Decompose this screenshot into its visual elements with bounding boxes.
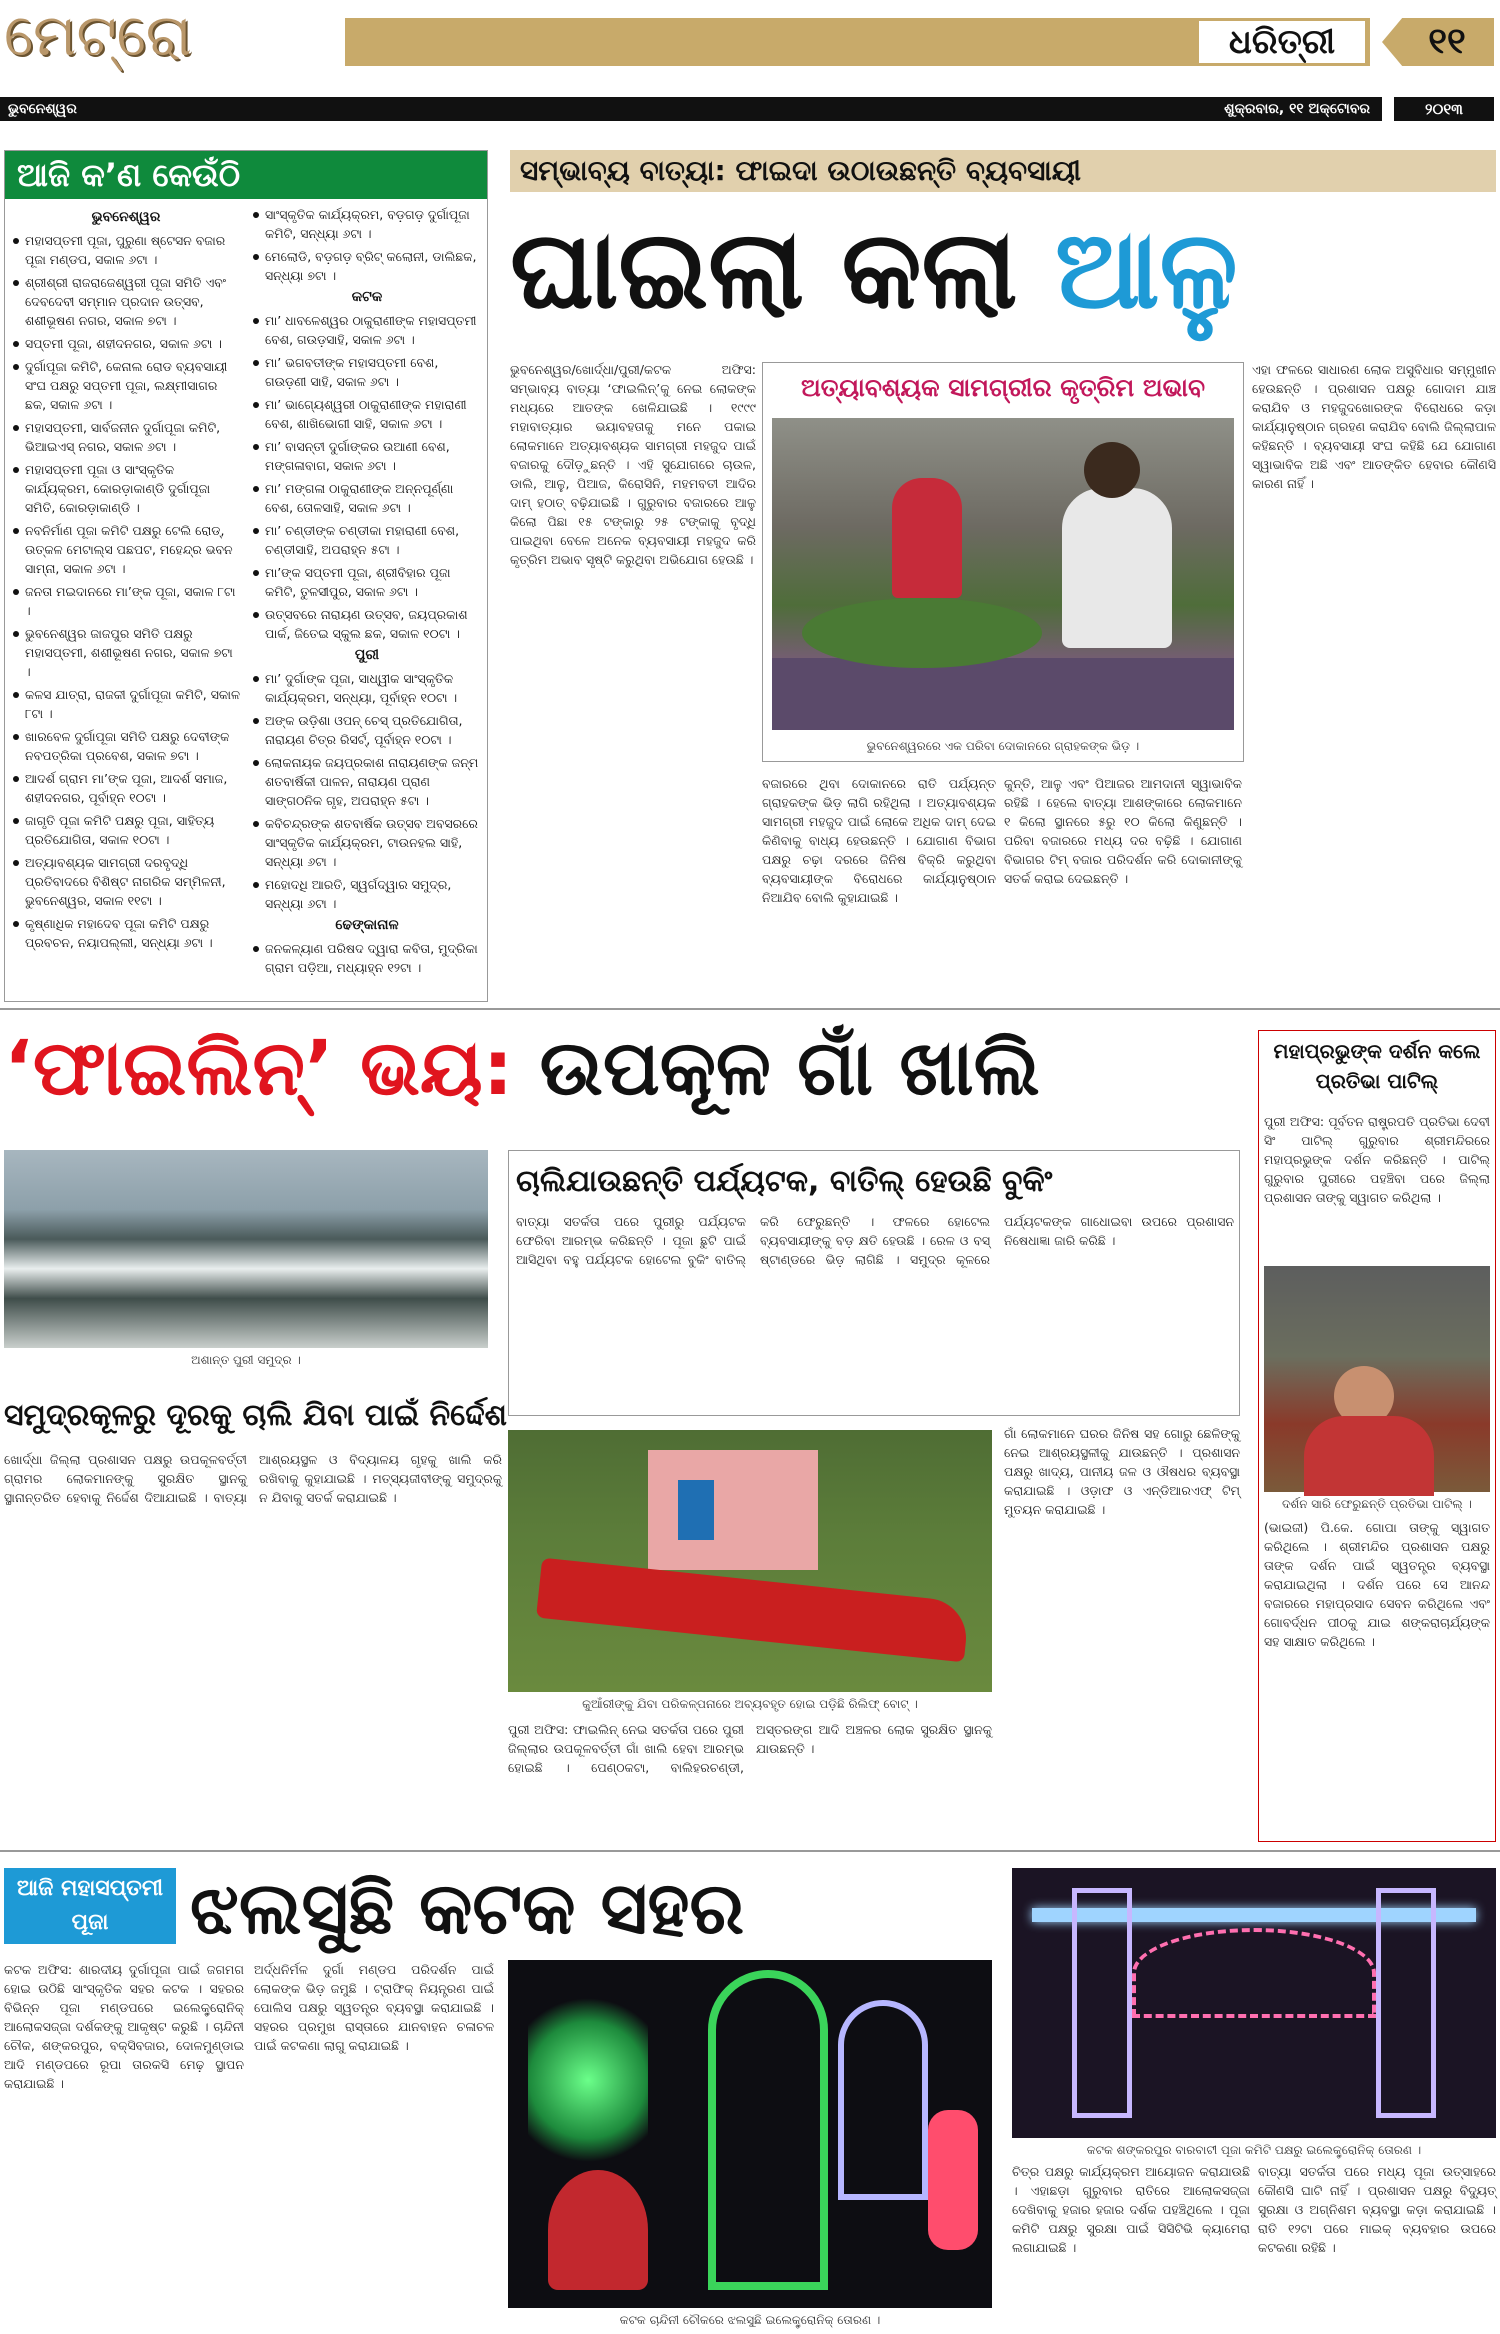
event-item: ଅଙ୍କ ଉଡ଼ିଶା ଓପନ୍ ଚେସ୍ ପ୍ରତିଯୋଗିତା, ନାରାୟଣ ଚିତ୍ର ରିସର୍ଟ୍, ପୂର୍ବାହ୍ନ ୧୦ଟା । — [251, 711, 483, 749]
story1-photo-caption: ଭୁବନେଶ୍ୱରରେ ଏକ ପରିବା ଦୋକାନରେ ଗ୍ରାହକଙ୍କ ଭିଡ଼ । — [866, 739, 1140, 753]
event-item: ଉତ୍ସବରେ ନାରାୟଣ ଉତ୍ସବ, ଜୟପ୍ରକାଶ ପାର୍କ, ଜିତେଇ ସ୍କୁଲ ଛକ, ସକାଳ ୧୦ଟା । — [251, 605, 483, 643]
dateline-city: ଭୁବନେଶ୍ୱର — [8, 101, 77, 117]
event-item: ମା’ ଧାବଳେଶ୍ୱର ଠାକୁରାଣୀଙ୍କ ମହାସପ୍ତମୀ ବେଶ, ଗଉଡ଼ସାହି, ସକାଳ ୬ଟା । — [251, 311, 483, 349]
event-item: ଲୋକନାୟକ ଜୟପ୍ରକାଶ ନାରାୟଣଙ୍କ ଜନ୍ମ ଶତବାର୍ଷିକୀ ପାଳନ, ନାରାୟଣ ପ୍ରାଣ ସାଙ୍ଗଠନିକ ଗୃହ, ଅପରାହ୍ନ ୫ଟା । — [251, 753, 483, 810]
event-item: ସପ୍ତମୀ ପୂଜା, ଶହୀଦନଗର, ସକାଳ ୬ଟା । — [11, 334, 241, 353]
event-item: କଳସ ଯାତ୍ରା, ରାଜକୀ ଦୁର୍ଗାପୂଜା କମିଟି, ସକାଳ ୮ଟା । — [11, 685, 241, 723]
event-item: କୃଷ୍ଣାଧିକ ମହାଦେବ ପୂଜା କମିଟି ପକ୍ଷରୁ ପ୍ରବଚନ, ନୟାପଲ୍ଲୀ, ସନ୍ଧ୍ୟା ୬ଟା । — [11, 914, 241, 952]
chandini-chowk-caption: କଟକ ଚାନ୍ଦିନୀ ଚୌକରେ ଝଲସୁଛି ଇଲେକ୍ଟ୍ରୋନିକ୍ ତୋରଣ । — [619, 2313, 881, 2327]
sea-photo-caption: ଅଶାନ୍ତ ପୁରୀ ସମୁଦ୍ର । — [191, 1353, 301, 1367]
events-list-bhubaneswar — [11, 231, 241, 952]
story3-body-col4: ବାତ୍ୟା ସତର୍କତା ପରେ ମଧ୍ୟ ପୂଜା ଉତ୍ସାହରେ କୌଣସି ଘାଟି ନାହିଁ । ପ୍ରଶାସନ ପକ୍ଷରୁ ବିଦ୍ୟୁତ୍ ସୁରକ୍ଷା ଓ ଅଗ୍ନିଶମ ବ୍ୟବସ୍ଥା କଡ଼ା କରାଯାଇଛି । ରାତି ୧୨ଟା ପରେ ମାଇକ୍ ବ୍ୟବହାର ଉପରେ କଟକଣା ରହିଛି । — [1258, 2164, 1496, 2255]
event-item: ମା’ ଚଣ୍ଡୀଙ୍କ ଚଣ୍ଡୀକା ମହାରାଣୀ ବେଶ, ଚଣ୍ଡୀସାହି, ଅପରାହ୍ନ ୫ଟା । — [251, 521, 483, 559]
story1-headline — [510, 196, 1496, 346]
event-item: ନବନିର୍ମାଣ ପୂଜା କମିଟି ପକ୍ଷରୁ ଟେଲି ରୋଡ୍, ଉତ୍କଳ ମେଟାଲ୍ସ ପଛପଟ, ମହେନ୍ଦ୍ର ଭବନ ସାମ୍ନା, ସକାଳ ୬ଟା । — [11, 521, 241, 578]
events-list-misc — [251, 205, 483, 285]
sea-photo — [4, 1150, 488, 1348]
howrah-gate-photo — [1012, 1868, 1496, 2138]
event-item: ସାଂସ୍କୃତିକ କାର୍ଯ୍ୟକ୍ରମ, ବଡ଼ଗଡ଼ ଦୁର୍ଗାପୂଜା କମିଟି, ସନ୍ଧ୍ୟା ୬ଟା । — [251, 205, 483, 243]
sidebar-photo-caption: ଦର୍ଶନ ସାରି ଫେରୁଛନ୍ତି ପ୍ରତିଭା ପାଟିଲ୍ । — [1282, 1497, 1472, 1511]
story3-body-col1: କଟକ ଅଫିସ: ଶାରଦୀୟ ଦୁର୍ଗାପୂଜା ପାଇଁ ଜଗମଗ ହୋଇ ଉଠିଛି ସାଂସ୍କୃତିକ ସହର କଟକ । ସହରର ବିଭିନ୍ନ ପୂଜା ମଣ୍ଡପରେ ଇଲେକ୍ଟ୍ରୋନିକ୍ ଆଲୋକସଜ୍ଜା ଦର୍ଶକଙ୍କୁ ଆକୃଷ୍ଟ କରୁଛି । ଚାନ୍ଦିନୀ ଚୌକ, ଶଙ୍କରପୁର, ବକ୍ସିବଜାର, ଦୋଳମୁଣ୍ଡାଇ ଆଦି ମଣ୍ଡପରେ ରୂପା ତାରକସି ମେଢ଼ ସ୍ଥାପନ କରାଯାଇଛି । — [4, 1962, 244, 2091]
story1-market-photo — [772, 418, 1234, 730]
event-item: ଜାଗୃତି ପୂଜା କମିଟି ପକ୍ଷରୁ ପୂଜା, ସାହିତ୍ୟ ପ୍ରତିଯୋଗିତା, ସକାଳ ୧୦ଟା । — [11, 811, 241, 849]
events-city-cuttack: କଟକ — [351, 289, 383, 305]
story1-box-title: ଅତ୍ୟାବଶ୍ୟକ ସାମଗ୍ରୀର କୃତ୍ରିମ ଅଭାବ — [800, 373, 1206, 402]
section-label: ଧରିତ୍ରୀ — [1228, 22, 1336, 62]
event-item: ମା’ଙ୍କ ସପ୍ତମୀ ପୂଜା, ଶ୍ରୀବିହାର ପୂଜା କମିଟି, ତୁଳସୀପୁର, ସକାଳ ୬ଟା । — [251, 563, 483, 601]
story3-body-col2: ଅର୍ଦ୍ଧନିର୍ମଳ ଦୁର୍ଗା ମଣ୍ଡପ ପରିଦର୍ଶନ ପାଇଁ ଲୋକଙ୍କ ଭିଡ଼ ଜମୁଛି । ଟ୍ରାଫିକ୍ ନିୟନ୍ତ୍ରଣ ପାଇଁ ପୋଲିସ ପକ୍ଷରୁ ସ୍ୱତନ୍ତ୍ର ବ୍ୟବସ୍ଥା କରାଯାଇଛି । ସହରର ପ୍ରମୁଖ ରାସ୍ତାରେ ଯାନବାହନ ଚଳାଚଳ ପାଇଁ କଟକଣା ଲାଗୁ କରାଯାଇଛି । — [254, 1962, 494, 2053]
sub1-headline: ଚାଲିଯାଉଛନ୍ତି ପର୍ଯ୍ୟଟକ, ବାତିଲ୍ ହେଉଛି ବୁକିଂ — [516, 1164, 1053, 1199]
sidebar-body1: ପୁରୀ ଅଫିସ: ପୂର୍ବତନ ରାଷ୍ଟ୍ରପତି ପ୍ରତିଭା ଦେବୀ ସିଂ ପାଟିଲ୍ ଗୁରୁବାର ଶ୍ରୀମନ୍ଦିରରେ ମହାପ୍ରଭୁଙ୍କ ଦର୍ଶନ କରିଛନ୍ତି । ପାଟିଲ୍ ଗୁରୁବାର ପୁରୀରେ ପହଞ୍ଚିବା ପରେ ଜିଲ୍ଲା ପ୍ରଶାସନ ତାଙ୍କୁ ସ୍ୱାଗତ କରିଥିଲା । — [1264, 1114, 1490, 1205]
events-city-bhubaneswar: ଭୁବନେଶ୍ୱର — [91, 209, 161, 225]
sub2-headline: ସମୁଦ୍ରକୂଳରୁ ଦୂରକୁ ଚାଲି ଯିବା ପାଇଁ ନିର୍ଦ୍ଦେଶ — [4, 1398, 508, 1433]
sub2-body: ଖୋର୍ଦ୍ଧା ଜିଲ୍ଲା ପ୍ରଶାସନ ପକ୍ଷରୁ ଉପକୂଳବର୍ତ୍ତୀ ଗ୍ରାମର ଲୋକମାନଙ୍କୁ ସୁରକ୍ଷିତ ସ୍ଥାନକୁ ସ୍ଥାନାନ୍ତରିତ ହେବାକୁ ନିର୍ଦ୍ଦେଶ ଦିଆଯାଇଛି । ବାତ୍ୟା ଆଶ୍ରୟସ୍ଥଳ ଓ ବିଦ୍ୟାଳୟ ଗୃହକୁ ଖାଲି କରି ରଖିବାକୁ କୁହାଯାଇଛି । ମତ୍ସ୍ୟଜୀବୀଙ୍କୁ ସମୁଦ୍ରକୁ ନ ଯିବାକୁ ସତର୍କ କରାଯାଇଛି । — [4, 1452, 502, 1505]
sidebar-title: ମହାପ୍ରଭୁଙ୍କ ଦର୍ଶନ କଲେ ପ୍ରତିଭା ପାଟିଲ୍ — [1273, 1039, 1481, 1093]
event-item: ଭୁବନେଶ୍ୱର ଜାଜପୁର ସମିତି ପକ୍ଷରୁ ମହାସପ୍ତମୀ, ଶଶୀଭୂଷଣ ନଗର, ସକାଳ ୭ଟା । — [11, 624, 241, 681]
sub1-body: ବାତ୍ୟା ସତର୍କତା ପରେ ପୁରୀରୁ ପର୍ଯ୍ୟଟକ ଫେରିବା ଆରମ୍ଭ କରିଛନ୍ତି । ପୂଜା ଛୁଟି ପାଇଁ ଆସିଥିବା ବହୁ ପର୍ଯ୍ୟଟକ ହୋଟେଲ ବୁକିଂ ବାତିଲ୍ କରି ଫେରୁଛନ୍ତି । ଫଳରେ ହୋଟେଲ ବ୍ୟବସାୟୀଙ୍କୁ ବଡ଼ କ୍ଷତି ହେଉଛି । ରେଳ ଓ ବସ୍ ଷ୍ଟାଣ୍ଡରେ ଭିଡ଼ ଲାଗିଛି । ସମୁଦ୍ର କୂଳରେ ପର୍ଯ୍ୟଟକଙ୍କ ଗାଧୋଇବା ଉପରେ ପ୍ରଶାସନ ନିଷେଧାଜ୍ଞା ଜାରି କରିଛି । — [516, 1214, 1234, 1267]
story1-body-col3: କୁନ୍ତି, ଆଳୁ ଏବଂ ପିଆଜର ଆମଦାନୀ ସ୍ୱାଭାବିକ ରହିଛି । ହେଲେ ବାତ୍ୟା ଆଶଙ୍କାରେ ଲୋକମାନେ ୧ କିଲୋ ସ୍ଥାନରେ ୫ରୁ ୧୦ କିଲୋ କିଣୁଛନ୍ତି । ପରିବା ବଜାରରେ ମଧ୍ୟ ଦର ବଢ଼ିଛି । ଯୋଗାଣ ବିଭାଗର ଟିମ୍ ବଜାର ପରିଦର୍ଶନ କରି ଦୋକାନୀଙ୍କୁ ସତର୍କ କରାଇ ଦେଇଛନ୍ତି । — [1004, 776, 1242, 886]
story3-headline: ଝଲସୁଛି କଟକ ସହର — [190, 1866, 745, 1950]
event-item: ଶ୍ରୀଶ୍ରୀ ରାଜରାଜେଶ୍ୱରୀ ପୂଜା ସମିତି ଏବଂ ଦେବଦେବୀ ସମ୍ମାନ ପ୍ରଦାନ ଉତ୍ସବ, ଶଶୀଭୂଷଣ ନଗର, ସକାଳ ୭ଟା । — [11, 273, 241, 330]
story1-body-col4: ଏହା ଫଳରେ ସାଧାରଣ ଲୋକ ଅସୁବିଧାର ସମ୍ମୁଖୀନ ହେଉଛନ୍ତି । ପ୍ରଶାସନ ପକ୍ଷରୁ ଗୋଦାମ ଯାଞ୍ଚ କରାଯିବ ଓ ମହଜୁଦଖୋରଙ୍କ ବିରୋଧରେ କଡ଼ା କାର୍ଯ୍ୟାନୁଷ୍ଠାନ ଗ୍ରହଣ କରାଯିବ ବୋଲି ଜିଲ୍ଲାପାଳ କହିଛନ୍ତି । ବ୍ୟବସାୟୀ ସଂଘ କହିଛି ଯେ ଯୋଗାଣ ସ୍ୱାଭାବିକ ଅଛି ଏବଂ ଆତଙ୍କିତ ହେବାର କୌଣସି କାରଣ ନାହିଁ । — [1252, 362, 1496, 491]
story2-body-col1: ପୁରୀ ଅଫିସ: ଫାଇଲିନ୍ ନେଇ ସତର୍କତା ପରେ ପୁରୀ ଜିଲ୍ଲାର ଉପକୂଳବର୍ତ୍ତୀ ଗାଁ ଖାଲି ହେବା ଆରମ୍ଭ ହୋଇଛି । ପେଣ୍ଠକଟା, ବାଲିହରଚଣ୍ଡୀ, ଅସ୍ତରଙ୍ଗ ଆଦି ଅଞ୍ଚଳର ଲୋକ ସୁରକ୍ଷିତ ସ୍ଥାନକୁ ଯାଉଛନ୍ତି । — [508, 1722, 992, 1775]
event-item: ଜନତା ମଇଦାନରେ ମା’ଙ୍କ ପୂଜା, ସକାଳ ୮ଟା । — [11, 582, 241, 620]
event-item: ଦୁର୍ଗାପୂଜା କମିଟି, କେନାଲ ରୋଡ ବ୍ୟବସାୟୀ ସଂଘ ପକ୍ଷରୁ ସପ୍ତମୀ ପୂଜା, ଲକ୍ଷ୍ମୀସାଗର ଛକ, ସକାଳ ୬ଟା । — [11, 357, 241, 414]
events-panel — [4, 150, 488, 1002]
events-city-puri: ପୁରୀ — [354, 647, 380, 663]
event-item: ମା’ ମଙ୍ଗଳା ଠାକୁରାଣୀଙ୍କ ଅନ୍ନପୂର୍ଣ୍ଣା ବେଶ, ତୋଳସାହି, ସକାଳ ୬ଟା । — [251, 479, 483, 517]
event-item: ମା’ ଭାଗ୍ୟେଶ୍ୱରୀ ଠାକୁରାଣୀଙ୍କ ମହାରାଣୀ ବେଶ, ଶାଖିଭୋଗୀ ସାହି, ସକାଳ ୬ଟା । — [251, 395, 483, 433]
events-list-dhenkanal — [251, 939, 483, 977]
event-item: ମହୋଦଧି ଆରତି, ସ୍ୱର୍ଗଦ୍ୱାର ସମୁଦ୍ର, ସନ୍ଧ୍ୟା ୬ଟା । — [251, 875, 483, 913]
story3-body-col3: ଚିତ୍ର ପକ୍ଷରୁ କାର୍ଯ୍ୟକ୍ରମ ଆୟୋଜନ କରାଯାଉଛି । ଏହାଛଡ଼ା ଗୁରୁବାର ରାତିରେ ଆଲୋକସଜ୍ଜା ଦେଖିବାକୁ ହଜାର ହଜାର ଦର୍ଶକ ପହଞ୍ଚିଥିଲେ । ପୂଜା କମିଟି ପକ୍ଷରୁ ସୁରକ୍ଷା ପାଇଁ ସିସିଟିଭି କ୍ୟାମେରା ଲଗାଯାଇଛି । — [1012, 2164, 1250, 2255]
event-item: ଅତ୍ୟାବଶ୍ୟକ ସାମଗ୍ରୀ ଦରବୃଦ୍ଧି ପ୍ରତିବାଦରେ ବିଶିଷ୍ଟ ନାଗରିକ ସମ୍ମିଳନୀ, ଭୁବନେଶ୍ୱର, ସକାଳ ୧୧ଟା । — [11, 853, 241, 910]
relief-boat-photo — [508, 1430, 992, 1692]
event-item: ଖାରବେଳ ଦୁର୍ଗାପୂଜା ସମିତି ପକ୍ଷରୁ ଦେବୀଙ୍କ ନବପତ୍ରିକା ପ୍ରବେଶ, ସକାଳ ୭ଟା । — [11, 727, 241, 765]
event-item: ମେଲୋଡି, ବଡ଼ଗଡ଼ ବ୍ରିଟ୍ କଲୋନୀ, ଡାଲିଛକ, ସନ୍ଧ୍ୟା ୭ଟା । — [251, 247, 483, 285]
divider-1 — [0, 1008, 1500, 1010]
relief-boat-caption: କୁଆଁରୀଙ୍କୁ ଯିବା ପରିକଳ୍ପନାରେ ଅବ୍ୟବହୃତ ହୋଇ ପଡ଼ିଛି ରିଲିଫ୍ ବୋଟ୍ । — [582, 1697, 918, 1711]
story1-body-col1: ଭୁବନେଶ୍ୱର/ଖୋର୍ଦ୍ଧା/ପୁରୀ/କଟକ ଅଫିସ: ସମ୍ଭାବ୍ୟ ବାତ୍ୟା ‘ଫାଇଲିନ୍’କୁ ନେଇ ଲୋକଙ୍କ ମଧ୍ୟରେ ଆତଙ୍କ ଖେଳିଯାଇଛି । ୧୯୯୯ ମହାବାତ୍ୟାର ଭୟାବହତାକୁ ମନେ ପକାଇ ଲୋକମାନେ ଅତ୍ୟାବଶ୍ୟକ ସାମଗ୍ରୀ ମହଜୁଦ ପାଇଁ ବଜାରକୁ ଦୌଡ଼ୁଛନ୍ତି । ଏହି ସୁଯୋଗରେ ଚାଉଳ, ଡାଲି, ଆଳୁ, ପିଆଜ, କିରୋସିନି, ମହମବତୀ ଆଦିର ଦାମ୍ ହଠାତ୍ ବଢ଼ିଯାଇଛି । ଗୁରୁବାର ବଜାରରେ ଆଳୁ କିଲୋ ପିଛା ୧୫ ଟଙ୍କାରୁ ୨୫ ଟଙ୍କାକୁ ବୃଦ୍ଧି ପାଇଥିବା ବେଳେ ଅନେକ ବ୍ୟବସାୟୀ ମହଜୁଦ କରି କୃତ୍ରିମ ଅଭାବ ସୃଷ୍ଟି କରୁଥିବା ଅଭିଯୋଗ ହେଉଛି । — [510, 362, 756, 567]
story3-tag-line1: ଆଜି ମହାସପ୍ତମୀ — [16, 1876, 164, 1901]
event-item: ଆଦର୍ଶ ଗ୍ରାମ ମା’ଙ୍କ ପୂଜା, ଆଦର୍ଶ ସମାଜ, ଶହୀଦନଗର, ପୂର୍ବାହ୍ନ ୧୦ଟା । — [11, 769, 241, 807]
event-item: ଜନକଳ୍ୟାଣ ପରିଷଦ ଦ୍ୱାରା କବିତା, ମୁଦ୍ରିକା ଗ୍ରାମ ପଡ଼ିଆ, ମଧ୍ୟାହ୍ନ ୧୨ଟା । — [251, 939, 483, 977]
events-list-puri — [251, 669, 483, 913]
event-item: ମହାସପ୍ତମୀ, ସାର୍ବଜନୀନ ଦୁର୍ଗାପୂଜା କମିଟି, ଭିଆଇଏସ୍ ନଗର, ସକାଳ ୬ଟା । — [11, 418, 241, 456]
sidebar-body2: (ଭାଇଜୀ) ପି.କେ. ଗୋପା ତାଙ୍କୁ ସ୍ୱାଗତ କରିଥିଲେ । ଶ୍ରୀମନ୍ଦିର ପ୍ରଶାସନ ପକ୍ଷରୁ ତାଙ୍କ ଦର୍ଶନ ପାଇଁ ସ୍ୱତନ୍ତ୍ର ବ୍ୟବସ୍ଥା କରାଯାଇଥିଲା । ଦର୍ଶନ ପରେ ସେ ଆନନ୍ଦ ବଜାରରେ ମହାପ୍ରସାଦ ସେବନ କରିଥିଲେ ଏବଂ ଗୋବର୍ଦ୍ଧନ ପୀଠକୁ ଯାଇ ଶଙ୍କରାଚାର୍ଯ୍ୟଙ୍କ ସହ ସାକ୍ଷାତ କରିଥିଲେ । — [1264, 1520, 1490, 1649]
events-title: ଆଜି କ’ଣ କେଉଁଠି — [5, 151, 487, 199]
dateline-year: ୨୦୧୩ — [1425, 100, 1463, 118]
event-item: ମା’ ବାସନ୍ତୀ ଦୁର୍ଗାଙ୍କର ଉଆଣୀ ବେଶ, ମଙ୍ଗଳାବାଗ, ସକାଳ ୬ଟା । — [251, 437, 483, 475]
page-number: ୧୧ — [1428, 21, 1466, 62]
howrah-gate-caption: କଟକ ଶଙ୍କରପୁର ବାରବାଟୀ ପୂଜା କମିଟି ପକ୍ଷରୁ ଇଲେକ୍ଟ୍ରୋନିକ୍ ତୋରଣ । — [1086, 2143, 1422, 2157]
story1-body-col2: ବଜାରରେ ଥିବା ଦୋକାନରେ ରାତି ପର୍ଯ୍ୟନ୍ତ ଗ୍ରାହକଙ୍କ ଭିଡ଼ ଲାଗି ରହିଥିଲା । ଅତ୍ୟାବଶ୍ୟକ ସାମଗ୍ରୀ ମହଜୁଦ ପାଇଁ ଲୋକେ ଅଧିକ ଦାମ୍ ଦେଇ କିଣିବାକୁ ବାଧ୍ୟ ହେଉଛନ୍ତି । ଯୋଗାଣ ବିଭାଗ ପକ୍ଷରୁ ଚଢ଼ା ଦରରେ ଜିନିଷ ବିକ୍ରି କରୁଥିବା ବ୍ୟବସାୟୀଙ୍କ ବିରୋଧରେ କାର୍ଯ୍ୟାନୁଷ୍ଠାନ ନିଆଯିବ ବୋଲି କୁହାଯାଇଛି । — [762, 776, 996, 905]
events-city-dhenkanal: ଢେଙ୍କାନାଳ — [335, 917, 399, 933]
story3-tag-line2: ପୂଜା — [71, 1910, 109, 1935]
story2-headline — [4, 1018, 1254, 1118]
divider-2 — [0, 1850, 1500, 1852]
event-item: ମା’ ଦୁର୍ଗାଙ୍କ ପୂଜା, ସାଧ୍ୱୀକ ସାଂସ୍କୃତିକ କାର୍ଯ୍ୟକ୍ରମ, ସନ୍ଧ୍ୟା, ପୂର୍ବାହ୍ନ ୧୦ଟା । — [251, 669, 483, 707]
chandini-chowk-photo — [508, 1960, 992, 2308]
story1-kicker: ସମ୍ଭାବ୍ୟ ବାତ୍ୟା: ଫାଇଦା ଉଠାଉଛନ୍ତି ବ୍ୟବସାୟୀ — [520, 154, 1081, 187]
story1-headline-black: ଘାଇଲା କଲା — [510, 208, 1018, 333]
story2-headline-black: ଉପକୂଳ ଗାଁ ଖାଲି — [539, 1023, 1040, 1112]
event-item: କବିଚନ୍ଦ୍ରଙ୍କ ଶତବାର୍ଷିକ ଉତ୍ସବ ଅବସରରେ ସାଂସ୍କୃତିକ କାର୍ଯ୍ୟକ୍ରମ, ଟାଉନହଲ ସାହି, ସନ୍ଧ୍ୟା ୬ଟା । — [251, 814, 483, 871]
story2-body-col2: ଗାଁ ଲୋକମାନେ ଘରର ଜିନିଷ ସହ ଗୋରୁ ଛେଳିଙ୍କୁ ନେଇ ଆଶ୍ରୟସ୍ଥଳୀକୁ ଯାଉଛନ୍ତି । ପ୍ରଶାସନ ପକ୍ଷରୁ ଖାଦ୍ୟ, ପାନୀୟ ଜଳ ଓ ଔଷଧର ବ୍ୟବସ୍ଥା କରାଯାଇଛି । ଓଡ଼ାଫ ଓ ଏନ୍‌ଡିଆରଏଫ୍ ଟିମ୍ ମୁତୟନ କରାଯାଇଛି । — [1004, 1426, 1240, 1517]
event-item: ମା’ ଭଗବତୀଙ୍କ ମହାସପ୍ତମୀ ବେଶ, ଗଉଡ଼ଣୀ ସାହି, ସକାଳ ୬ଟା । — [251, 353, 483, 391]
story1-headline-blue: ଆଳୁ — [1055, 208, 1238, 333]
event-item: ମହାସପ୍ତମୀ ପୂଜା ଓ ସାଂସ୍କୃତିକ କାର୍ଯ୍ୟକ୍ରମ, କୋରଡ଼ାକାଣ୍ଡି ଦୁର୍ଗାପୂଜା ସମିତି, କୋରଡ଼ାକାଣ୍ଡି । — [11, 460, 241, 517]
event-item: ମହାସପ୍ତମୀ ପୂଜା, ପୁରୁଣା ଷ୍ଟେସନ ବଜାର ପୂଜା ମଣ୍ଡପ, ସକାଳ ୬ଟା । — [11, 231, 241, 269]
masthead-title: ମେଟ୍ରୋ — [4, 1, 192, 69]
sidebar-photo — [1264, 1266, 1490, 1492]
story2-headline-red: ‘ଫାଇଲିନ୍’ ଭୟ: — [4, 1023, 514, 1112]
dateline-date: ଶୁକ୍ରବାର, ୧୧ ଅକ୍ଟୋବର — [1224, 101, 1370, 117]
events-list-cuttack — [251, 311, 483, 643]
